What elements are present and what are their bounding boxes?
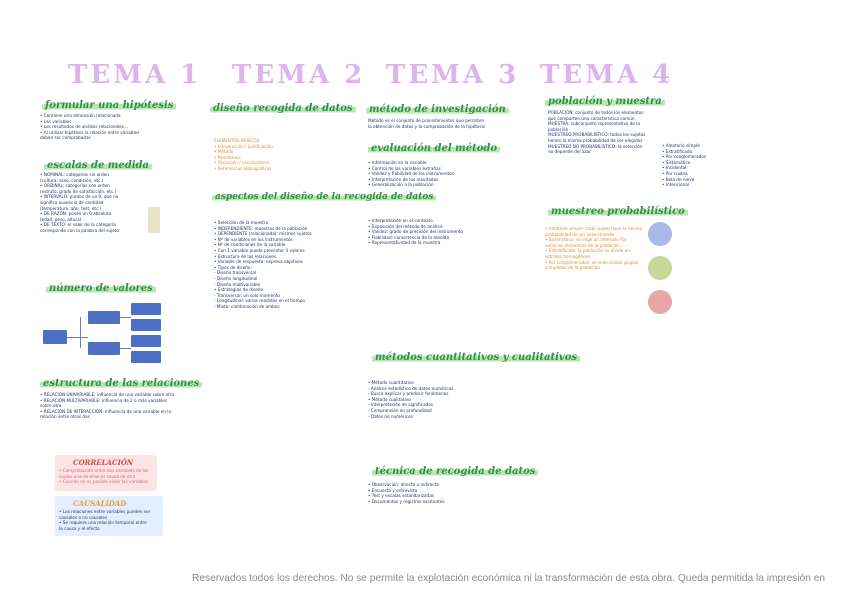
c3-evaluation-more-text: • Interpretación en el contexto • Exposición del método de análisis • Validez: grado de precisión del instrumento • Fiabilidad: consistencia de la medida • Representatividad de la muestra (368, 218, 463, 246)
c4-probabilistic-text: • Aleatorio simple: cada sujeto tiene la misma probabilidad de ser seleccionado • Sistemático: se elige un intervalo fijo entre los elementos de la población • Estratificado: la población se divide en estratos homogéneos • Por conglomerados: se seleccionan grupos completos de la población (545, 226, 643, 271)
c1-heading-relations: estructura de las relaciones (40, 378, 202, 389)
c1-hypothesis-text: • Contiene una dimensión relacionada • Las variables • Los resultados de análisis relacionales... • Al utilizar hipótesis la relación entre variables deben ser comprobadas (40, 113, 140, 141)
topic-2-title: TEMA 2 (232, 60, 366, 90)
c2-heading-design: diseño recogida de datos (210, 103, 356, 114)
c3-heading-quant-qual: métodos cuantitativos y cualitativos (372, 352, 580, 363)
c3-heading-evaluation: evaluación del método (368, 143, 500, 154)
diagram-node-leaf-3 (131, 335, 161, 347)
c2-design-text: ELEMENTOS BÁSICOS • Introducción / justificación • Método • Resultados • Discusión / conclusiones • Referencias bibliográficas (214, 138, 273, 171)
topic-1-title: TEMA 1 (68, 60, 202, 90)
diagram-node-mid-2 (88, 342, 120, 355)
diagram-node-mid-1 (88, 311, 120, 324)
c1-relations-text: • RELACIÓN UNIVARIABLE: influencia de una variable sobre otra • RELACIÓN MULTIVARIABLE: influencia de 2 o más variables sobre otra • RELACIÓN DE INTERACCIÓN: influencia de una variable en la relación entre otras dos (40, 392, 175, 420)
c4-heading-population: población y muestra (545, 96, 665, 107)
c4-population-text: POBLACIÓN: conjunto de todos los elementos que comparten una característica común MUESTRA: subconjunto representativo de la población MUESTREO PROBABILÍSTICO: todos los sujetos tienen la misma probabilidad de ser elegidos MUESTREO NO PROBABILÍSTICO: la selección no depende del azar (548, 110, 646, 155)
diagram-connector (120, 348, 131, 349)
c3-quant-qual-text: • Método cuantitativo - Análisis estadístico de datos numéricos - Busca explicar y predecir fenómenos • Método cualitativo - Interpretación de significados - Comprensión en profundidad - Datos no numéricos (368, 380, 454, 419)
sampling-illustration-1 (648, 222, 672, 246)
note-correlation (55, 455, 157, 491)
diagram-node-leaf-2 (131, 319, 161, 331)
diagram-connector (67, 337, 88, 338)
c1-heading-scales: escalas de medida (44, 160, 152, 171)
c1-scales-text: • NOMINAL: categorías sin orden (cultura, sexo, condición, etc.) • ORDINAL: categorías con orden (estrato, grado de satisfacción, etc.) • INTERVALO: puntos de un 0, que no significa ausencia de cantidad (temperatura, año, test, etc.) • DE RAZÓN: posee un 0 absoluto (edad, peso, altura) • DE TEXTO: el valor de la categoría corresponde con la palabra del sujeto (40, 172, 119, 233)
c4-sampling-list: • Aleatorio simple • Estratificado • Por conglomerados • Sistemático • Incidental • Por cuotas • Bola de nieve • Intencional (662, 143, 707, 188)
copyright-footer: Reservados todos los derechos. No se permite la explotación económica ni la transformación de esta obra. Queda permitida la impresión en (192, 573, 826, 584)
scales-sticker-image (148, 207, 160, 233)
c3-data-collection-text: • Observación: directa o indirecta • Encuesta y entrevista • Test y escalas estandarizadas • Documentos y registros existentes (368, 482, 445, 504)
note-causality (55, 496, 163, 536)
c3-method-text: Método es el conjunto de procedimientos que permiten la obtención de datos y la comprobación de la hipótesis (368, 118, 485, 129)
note-causality-title: CAUSALIDAD (73, 499, 127, 508)
diagram-node-leaf-1 (131, 303, 161, 315)
topic-4-title: TEMA 4 (540, 60, 674, 90)
note-correlation-text: • Comprobación entre dos variables de las cuales una de ellas es causa de otra • Cuando no es posible aislar las variables (59, 468, 149, 485)
diagram-connector (80, 317, 81, 348)
c3-heading-data-collection: técnica de recogida de datos (372, 466, 538, 477)
c4-heading-probabilistic: muestreo probabilístico (548, 206, 688, 217)
diagram-connector (120, 317, 131, 318)
c1-heading-hypothesis: formular una hipótesis (42, 100, 176, 111)
note-causality-text: • Las relaciones entre variables pueden ser causales o no causales • Se requiere una relación temporal entre la causa y el efecto (59, 509, 151, 531)
diagram-node-root (43, 330, 67, 344)
c2-heading-aspects: aspectos del diseño de la recogida de datos (212, 192, 436, 202)
sampling-illustration-3 (648, 290, 672, 314)
topic-3-title: TEMA 3 (386, 60, 520, 90)
c3-heading-method: método de investigación (366, 104, 509, 115)
c3-evaluation-text: • Información en la variable • Control de las variables extrañas • Validez y fiabilidad de los instrumentos • Interpretación de los resultados • Generalización a la población (368, 160, 454, 188)
sampling-illustration-2 (648, 256, 672, 280)
c2-aspects-text: • Selección de la muestra • INDEPENDIENTE: muestras de la población • DEPENDIENTE (relacionada): mismos sujetos • Nº de variables en los instrumentos • Nº de condiciones de la variable • Con 1 variable puede presentar 3 valores • Estructura de las relaciones • Variable de respuesta: expresa objetivos • Tipos de diseño: - Diseño transversal - Diseño longitudinal - Diseño multivariable • Estrategias de diseño - Transversal: un solo momento - Longitudinal: varias medidas en el tiempo - Mixto: combinación de ambos (214, 220, 312, 309)
note-correlation-title: CORRELACIÓN (73, 458, 134, 467)
diagram-node-leaf-4 (131, 351, 161, 363)
c1-heading-values: número de valores (46, 283, 156, 294)
